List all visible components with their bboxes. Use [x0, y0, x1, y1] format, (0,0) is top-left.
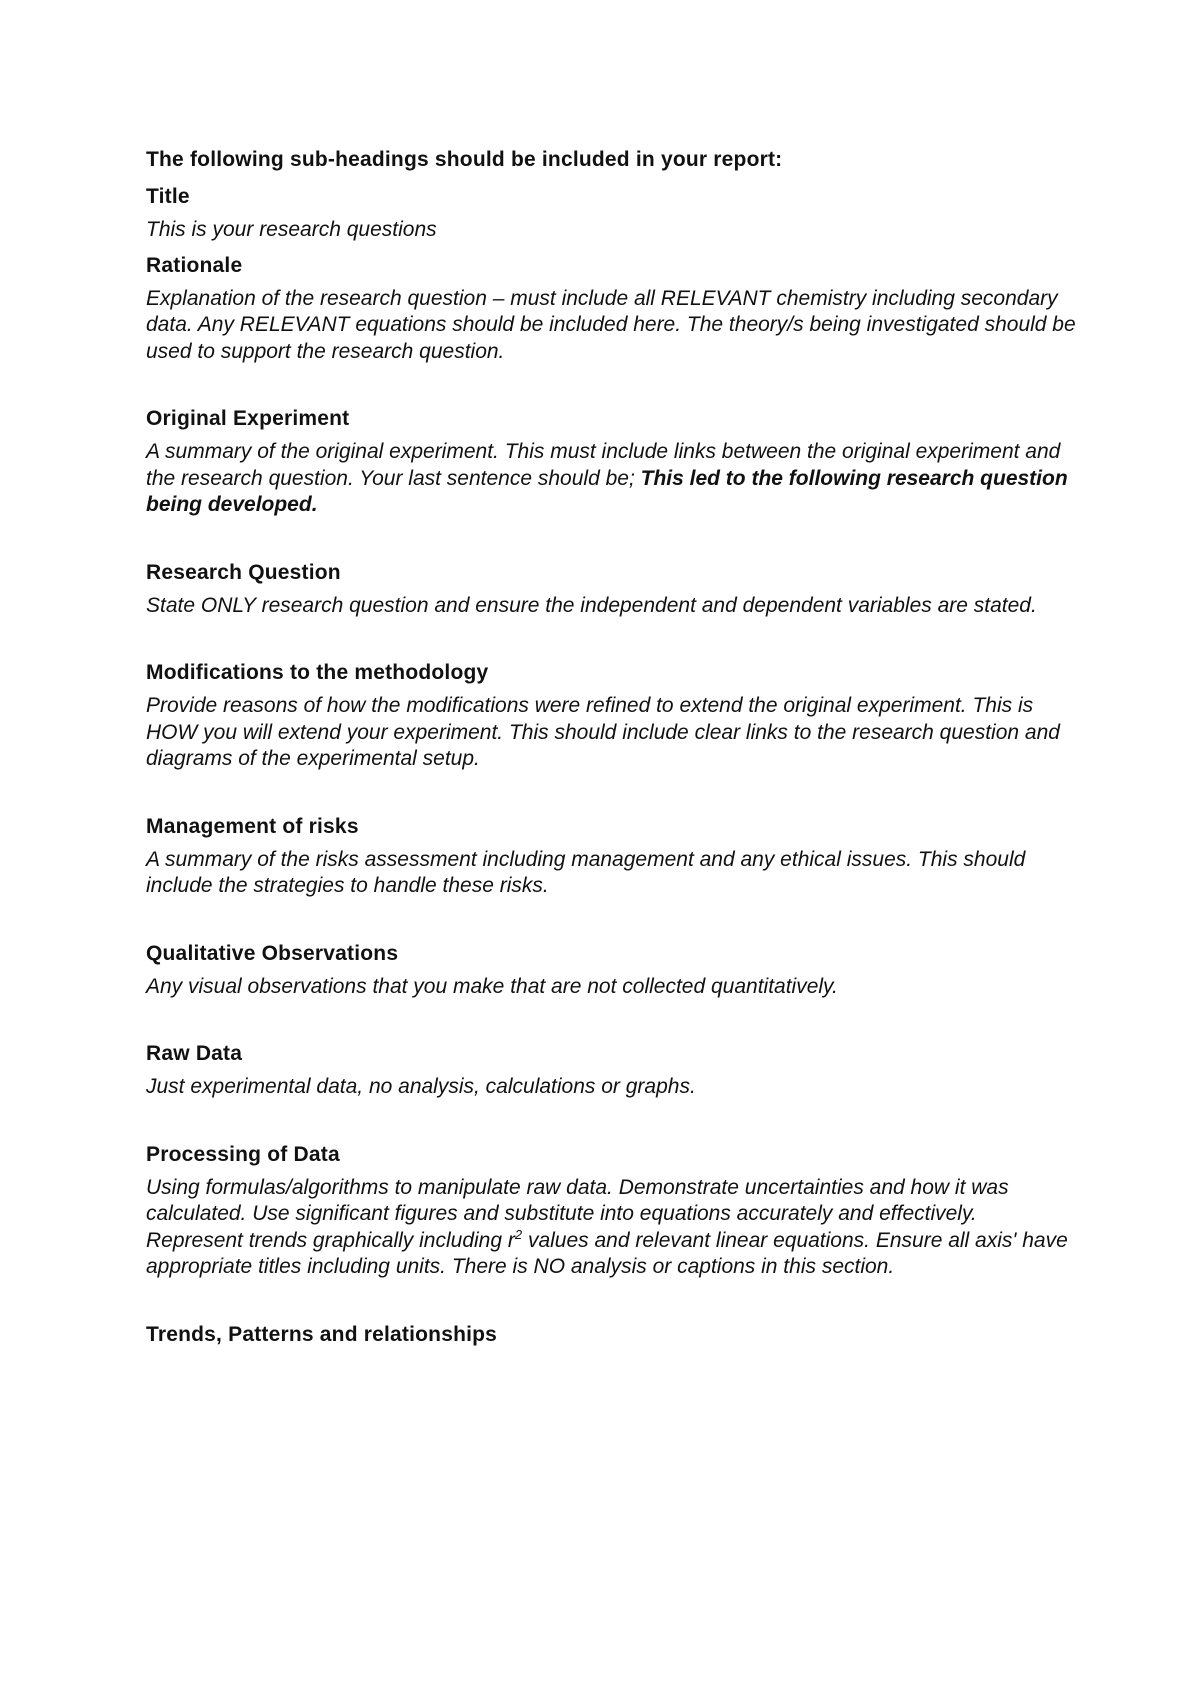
section-qualitative-observations — [146, 938, 1076, 1001]
section-body: Just experimental data, no analysis, calculations or graphs. — [146, 1075, 696, 1098]
section-body-emphasis: This led to the following research question being developed. — [146, 466, 1068, 516]
section-body-text: A summary of the original experiment. This must include links between the original experiment and the research question. Your last sentence should be; — [146, 440, 1061, 490]
section-heading: Modifications to the methodology — [146, 661, 489, 684]
superscript-exponent: 2 — [514, 1226, 523, 1242]
section-heading: Title — [146, 185, 190, 208]
section-heading: Processing of Data — [146, 1142, 340, 1166]
section-heading: Trends, Patterns and relationships — [146, 1322, 498, 1346]
section-body-text: values and relevant linear equations. Ensure all axis' have appropriate titles including units. There is NO analysis or captions in this section. — [146, 1228, 1068, 1278]
section-heading: Qualitative Observations — [146, 941, 399, 965]
section-raw-data — [146, 1038, 1076, 1101]
section-body: This is your research questions — [146, 218, 437, 241]
section-body: Explanation of the research question – must include all RELEVANT chemistry including secondary data. Any RELEVANT equations should be included here. The theory/s being investigated should be used to support the research question. — [146, 286, 1076, 363]
section-management-of-risks — [146, 811, 1076, 900]
section-body-text: Using formulas/algorithms to manipulate raw data. Demonstrate uncertainties and how it was calculated. Use significant figures and substitute into equations accurately and effectively. Represent trends graphically including r — [146, 1175, 1009, 1252]
section-body: Provide reasons of how the modifications were refined to extend the original experiment. This is HOW you will extend your experiment. This should include clear links to the research question and diagrams of the experimental setup. — [146, 694, 1060, 770]
section-body — [146, 439, 1076, 519]
section-research-question — [146, 557, 1076, 620]
section-heading: Raw Data — [146, 1042, 243, 1065]
document-page — [146, 144, 1076, 1355]
section-body — [146, 1175, 1076, 1281]
section-modifications — [146, 657, 1076, 773]
section-trends-patterns — [146, 1319, 1076, 1351]
section-body: State ONLY research question and ensure the independent and dependent variables are stated. — [146, 593, 1037, 617]
section-heading: Rationale — [146, 253, 243, 277]
section-body: A summary of the risks assessment including management and any ethical issues. This should include the strategies to handle these risks. — [146, 847, 1026, 897]
section-body: Any visual observations that you make that are not collected quantitatively. — [146, 974, 838, 998]
section-processing-of-data — [146, 1139, 1076, 1281]
section-heading: Management of risks — [146, 814, 359, 838]
section-heading: Research Question — [146, 560, 341, 584]
intro-heading: The following sub-headings should be included in your report: — [146, 148, 783, 171]
section-heading: Original Experiment — [146, 407, 350, 430]
section-title — [146, 181, 1076, 244]
section-rationale — [146, 250, 1076, 366]
section-original-experiment — [146, 403, 1076, 519]
